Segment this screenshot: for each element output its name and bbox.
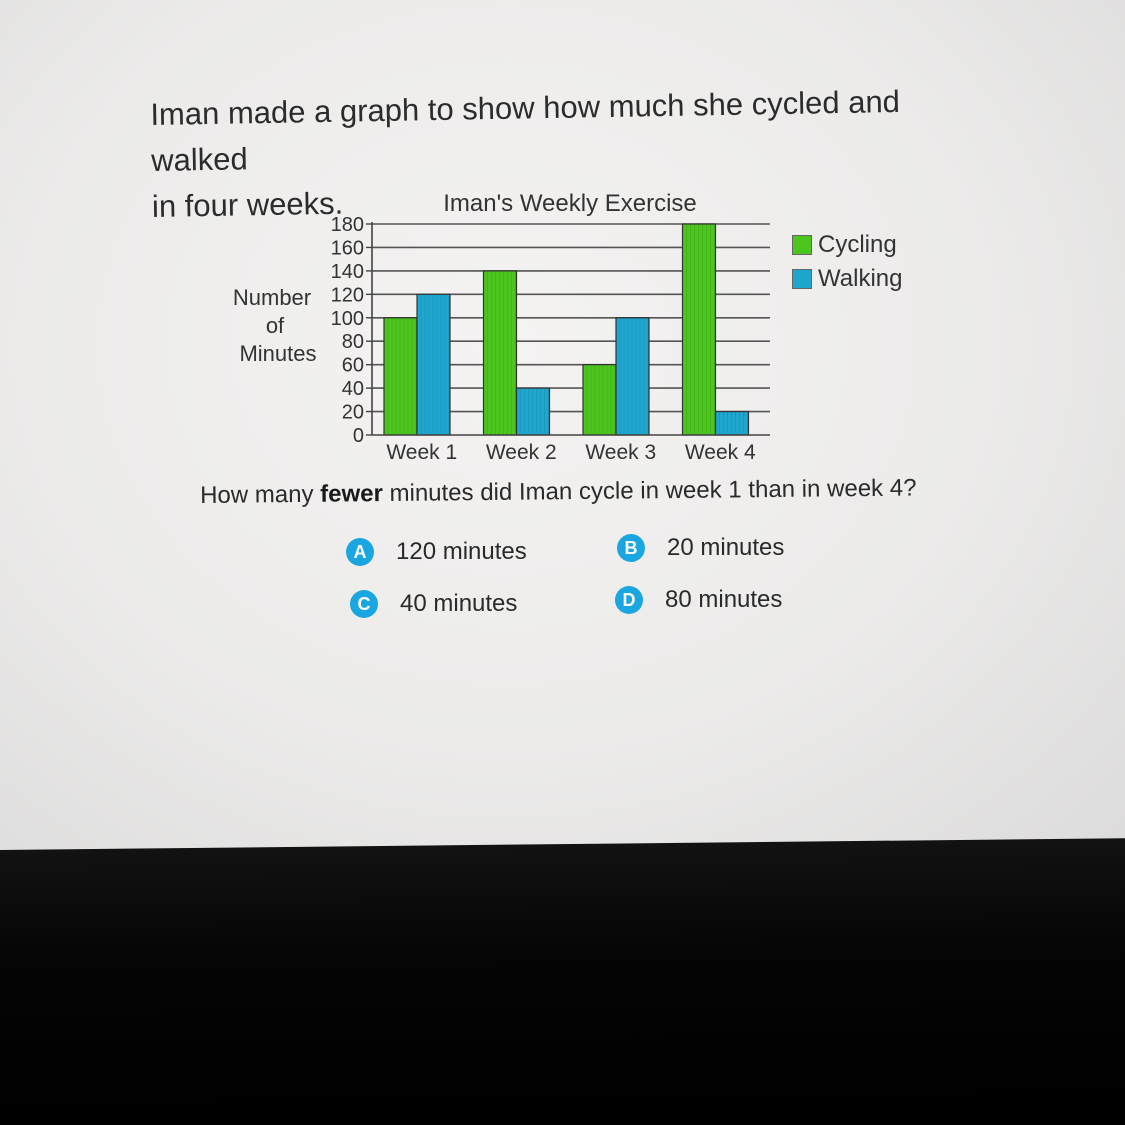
choice-d-label: 80 minutes xyxy=(665,586,783,613)
x-tick-label: Week 3 xyxy=(585,441,657,464)
monitor-bezel xyxy=(0,838,1125,1125)
y-tick-label: 160 xyxy=(330,237,364,260)
legend-item-cycling xyxy=(792,228,902,262)
x-tick-label: Week 4 xyxy=(684,441,756,464)
choice-d[interactable] xyxy=(615,586,782,614)
choice-b-label: 20 minutes xyxy=(667,534,785,561)
prompt-line-2: in four weeks. xyxy=(151,185,344,224)
legend-label-cycling: Cycling xyxy=(818,231,897,258)
y-tick-label: 40 xyxy=(341,378,364,401)
choice-c-badge: C xyxy=(350,590,378,618)
y-tick-label: 0 xyxy=(352,425,364,447)
y-tick-label: 140 xyxy=(330,260,364,283)
y-tick-label: 120 xyxy=(330,284,364,307)
choice-a-badge: A xyxy=(346,538,374,566)
choice-d-badge: D xyxy=(615,586,643,614)
chart-bars xyxy=(384,224,749,435)
y-axis-label-line-3: Minutes xyxy=(239,341,317,366)
prompt-line-1: Iman made a graph to show how much she cycled and walked xyxy=(150,83,901,178)
legend-swatch-walking xyxy=(792,269,812,289)
x-tick-label: Week 1 xyxy=(386,441,458,464)
y-tick-label: 20 xyxy=(341,401,364,424)
legend-item-walking xyxy=(792,262,902,296)
legend-label-walking: Walking xyxy=(818,265,903,292)
choice-c[interactable] xyxy=(350,590,517,618)
y-tick-label: 180 xyxy=(330,214,364,236)
chart-title: Iman's Weekly Exercise xyxy=(443,190,697,217)
choice-c-label: 40 minutes xyxy=(400,590,518,617)
choice-b-badge: B xyxy=(617,534,645,562)
choice-a[interactable] xyxy=(346,538,527,566)
y-axis-label-line-1: Number xyxy=(232,285,312,310)
question-text-after: minutes did Iman cycle in week 1 than in week 4? xyxy=(382,474,917,508)
question-text-before: How many xyxy=(200,480,321,509)
chart-legend xyxy=(792,228,902,296)
y-tick-label: 80 xyxy=(341,331,364,354)
choice-a-label: 120 minutes xyxy=(396,538,527,565)
y-tick-label: 60 xyxy=(341,354,364,377)
y-tick-label: 100 xyxy=(330,307,364,330)
x-tick-label: Week 2 xyxy=(485,441,557,464)
y-axis-label-line-2: of xyxy=(265,313,285,338)
question-emphasis: fewer xyxy=(320,480,384,508)
choice-b[interactable] xyxy=(617,534,784,562)
legend-swatch-cycling xyxy=(792,235,812,255)
